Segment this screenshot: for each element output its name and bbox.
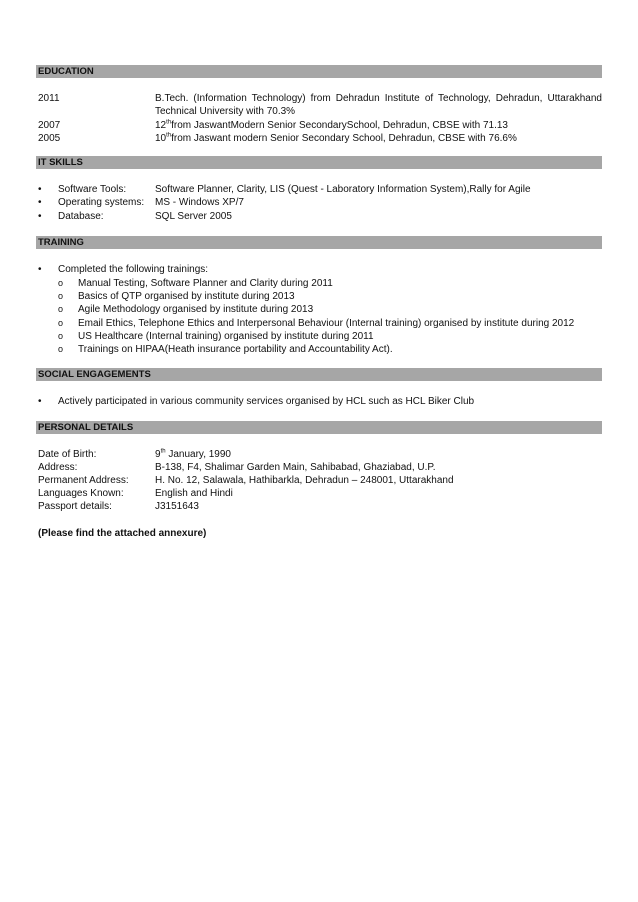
skill-value: Software Planner, Clarity, LIS (Quest - Laboratory Information System),Rally for Agile [155,184,531,195]
bullet-icon: • [38,396,42,407]
personal-label: Address: [38,462,78,473]
personal-value: J3151643 [155,501,199,512]
personal-label: Languages Known: [38,488,124,499]
education-year: 2011 [38,93,60,104]
personal-value: English and Hindi [155,488,233,499]
bullet-icon: • [38,264,42,275]
bullet-icon: • [38,211,42,222]
training-intro-text: Completed the following trainings: [58,264,209,275]
personal-heading: PERSONAL DETAILS [36,421,602,434]
personal-label: Passport details: [38,501,112,512]
education-year: 2007 [38,120,61,131]
education-degree: 12thfrom JaswantModern Senior SecondarySchool, Dehradun, CBSE with 71.13 [155,119,508,131]
social-item-text: Actively participated in various community services organised by HCL such as HCL Biker Club [58,396,475,407]
sub-bullet-icon: o [58,278,64,288]
sub-bullet-icon: o [58,291,64,301]
bullet-icon: • [38,184,42,195]
dob-value: 9th January, 1990 [155,448,231,460]
sub-bullet-icon: o [58,304,64,314]
skill-label: Database: [58,211,104,222]
sub-bullet-icon: o [58,331,64,341]
personal-value: B-138, F4, Shalimar Garden Main, Sahibabad, Ghaziabad, U.P. [155,462,436,473]
dob-label: Date of Birth: [38,449,97,460]
education-degree-cont: Technical University with 70.3% [155,106,296,117]
skill-value: MS - Windows XP/7 [155,197,244,208]
skill-label: Software Tools: [58,184,127,195]
skill-value: SQL Server 2005 [155,211,232,222]
social-heading: SOCIAL ENGAGEMENTS [36,368,602,381]
skill-label: Operating systems: [58,197,145,208]
sub-bullet-icon: o [58,318,64,328]
education-year: 2005 [38,133,61,144]
education-degree: B.Tech. (Information Technology) from Dehradun Institute of Technology, Dehradun, Uttarakhand [155,93,602,104]
training-heading: TRAINING [36,236,602,249]
personal-value: H. No. 12, Salawala, Hathibarkla, Dehradun – 248001, Uttarakhand [155,475,454,486]
bullet-icon: • [38,197,42,208]
annexure-note: (Please find the attached annexure) [38,528,207,539]
resume-page: EDUCATION 2011 B.Tech. (Information Technology) from Dehradun Institute of Technology, Dehradun, Uttarakhand Technical University with 70.3% 2007 12thfrom JaswantModern Senior SecondarySchool, Dehradun, CBSE with 71.13 2005 10thfrom Jaswant modern Senior Secondary School, Dehradun, CBSE with 76.6% IT SKILLS • Software Tools: Software Planner, Clarity, LIS (Quest - Laboratory Information System),Rally for Agile • Operating systems: MS - Windows XP/7 • Database: SQL Server 2005 TRAINING • Completed the following trainings: o Manual Testing, Software Planner and Clarity during 2011 o Basics of QTP organised by institute during 2013 o Agile Methodology organised by institute during 2013 o Email Ethics, Telephone Ethics and Interpersonal Behaviour (Internal training) organised by institute during 2012 o US Healthcare (Internal training) organised by institute during 2011 o Trainings on HIPAA(Heath insurance portability and Accountability Act). SOCIAL ENGAGEMENTS • Actively participated in various community services organised by HCL such as HCL Biker Club PERSONAL DETAILS Date of Birth: 9th January, 1990 Address: B-138, F4, Shalimar Garden Main, Sahibabad, Ghaziabad, U.P. Permanent Address: H. No. 12, Salawala, Hathibarkla, Dehradun – 248001, Uttarakhand Languages Known: English and Hindi Passport details: J3151643 (Please find the attached annexure) [38,66,602,539]
education-degree: 10thfrom Jaswant modern Senior Secondary School, Dehradun, CBSE with 76.6% [155,132,517,144]
it-skills-heading: IT SKILLS [36,156,602,169]
sub-bullet-icon: o [58,344,64,354]
personal-label: Permanent Address: [38,475,129,486]
education-heading: EDUCATION [36,65,602,78]
